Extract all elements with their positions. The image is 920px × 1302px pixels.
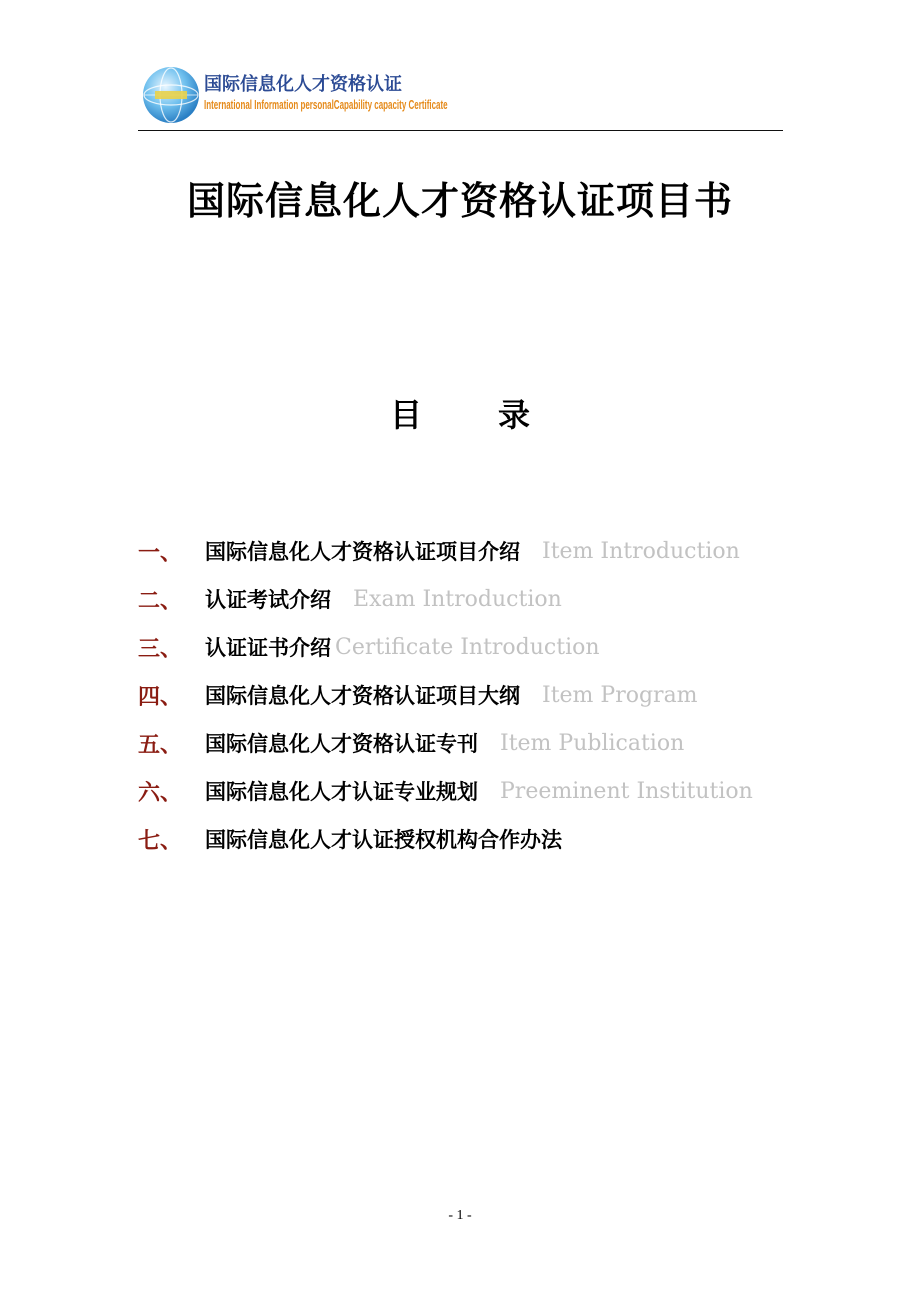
- toc-heading-left: 目: [389, 396, 422, 434]
- table-of-contents: [138, 527, 818, 863]
- page-number: - 1 -: [448, 1208, 472, 1223]
- toc-item[interactable]: [138, 623, 818, 671]
- toc-item-number: 六、: [138, 780, 183, 806]
- toc-item-number: 二、: [138, 588, 183, 614]
- document-title: 国际信息化人才资格认证项目书: [186, 179, 733, 223]
- toc-item-english-title: Item Introduction: [542, 538, 740, 564]
- toc-item-number: 四、: [138, 684, 183, 710]
- toc-item-chinese-title: 国际信息化人才认证专业规划: [205, 780, 478, 804]
- toc-item[interactable]: [138, 575, 818, 623]
- toc-item-chinese-title: 国际信息化人才资格认证项目大纲: [205, 684, 520, 708]
- toc-item-english-title: Item Publication: [500, 730, 685, 756]
- toc-item-english-title: Item Program: [542, 682, 698, 708]
- toc-item-number: 三、: [138, 636, 183, 662]
- toc-item-number: 七、: [138, 828, 183, 854]
- logo-text-chinese: 国际信息化人才资格认证: [204, 74, 402, 95]
- page-header: [138, 62, 783, 131]
- toc-heading: [0, 390, 920, 436]
- toc-item-chinese-title: 国际信息化人才资格认证专刊: [205, 732, 478, 756]
- toc-item-english-title: Exam Introduction: [353, 586, 562, 612]
- toc-item-chinese-title: 认证考试介绍: [205, 588, 331, 612]
- toc-heading-right: 录: [498, 396, 531, 434]
- toc-item-number: 五、: [138, 732, 183, 758]
- toc-item-chinese-title: 国际信息化人才资格认证项目介绍: [205, 540, 520, 564]
- toc-item[interactable]: [138, 527, 818, 575]
- toc-item-chinese-title: 认证证书介绍: [205, 636, 331, 660]
- toc-item-english-title: Preeminent Institution: [500, 778, 753, 804]
- globe-logo-icon: [142, 66, 200, 124]
- toc-item-english-title: Certificate Introduction: [335, 634, 600, 660]
- toc-item[interactable]: [138, 815, 818, 863]
- toc-item[interactable]: [138, 671, 818, 719]
- toc-item-chinese-title: 国际信息化人才认证授权机构合作办法: [205, 828, 562, 852]
- toc-item-number: 一、: [138, 540, 183, 566]
- toc-item[interactable]: [138, 719, 818, 767]
- toc-item[interactable]: [138, 767, 818, 815]
- logo-text-english: International Information personalCapability capacity Certificate: [204, 98, 448, 113]
